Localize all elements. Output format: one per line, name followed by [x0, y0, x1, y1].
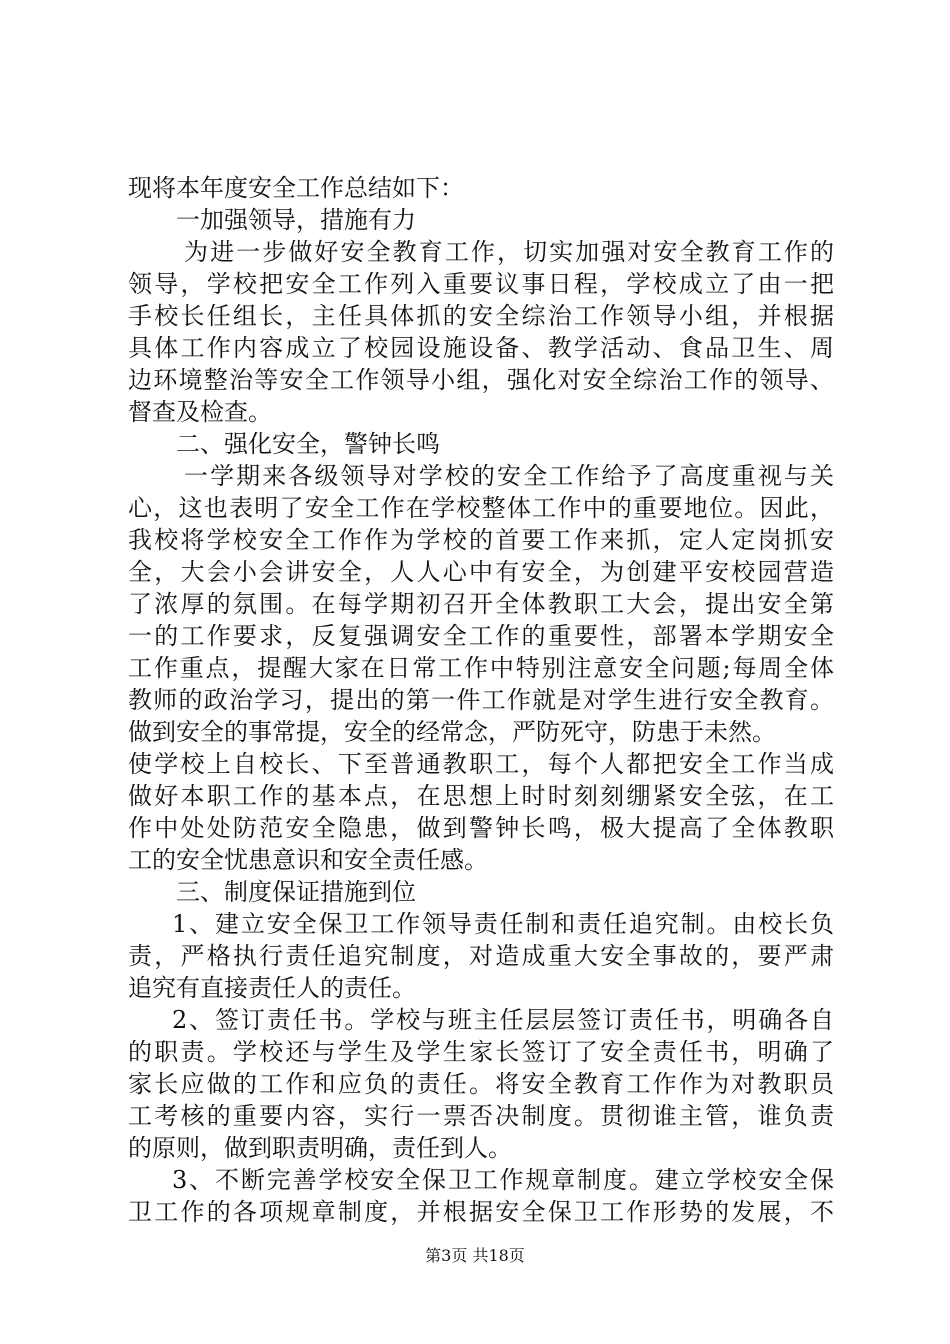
paragraph-line: 我校将学校安全工作作为学校的首要工作来抓，定人定岗抓安	[128, 526, 834, 554]
section-heading-1: 一加强领导，措施有力	[176, 206, 416, 234]
paragraph-line: 了浓厚的氛围。在每学期初召开全体教职工大会，提出安全第	[128, 590, 834, 618]
paragraph-line: 工考核的重要内容，实行一票否决制度。贯彻谁主管，谁负责	[128, 1102, 834, 1130]
paragraph-line: 工的安全忧患意识和安全责任感。	[128, 846, 488, 874]
paragraph-line: 的职责。学校还与学生及学生家长签订了安全责任书，明确了	[128, 1038, 834, 1066]
paragraph-line: 督查及检查。	[128, 398, 272, 426]
paragraph-line: 使学校上自校长、下至普通教职工，每个人都把安全工作当成	[128, 750, 834, 778]
page-number-footer: 第3页 共18页	[425, 1246, 525, 1265]
paragraph-line: 1、建立安全保卫工作领导责任制和责任追究制。由校长负	[172, 910, 834, 938]
paragraph-line: 具体工作内容成立了校园设施设备、教学活动、食品卫生、周	[128, 334, 834, 362]
paragraph-line: 卫工作的各项规章制度，并根据安全保卫工作形势的发展，不	[128, 1198, 834, 1226]
paragraph-line: 3、不断完善学校安全保卫工作规章制度。建立学校安全保	[172, 1166, 834, 1194]
paragraph-line: 为进一步做好安全教育工作，切实加强对安全教育工作的	[184, 238, 834, 266]
section-heading-3: 三、制度保证措施到位	[176, 878, 416, 906]
paragraph-line: 教师的政治学习，提出的第一件工作就是对学生进行安全教育。	[128, 686, 834, 714]
paragraph-line: 做到安全的事常提，安全的经常念，严防死守，防患于未然。	[128, 718, 776, 746]
paragraph-line: 的原则，做到职责明确，责任到人。	[128, 1134, 512, 1162]
paragraph-line: 一的工作要求，反复强调安全工作的重要性，部署本学期安全	[128, 622, 834, 650]
paragraph-line: 责，严格执行责任追究制度，对造成重大安全事故的，要严肃	[128, 942, 834, 970]
paragraph-line: 2、签订责任书。学校与班主任层层签订责任书，明确各自	[172, 1006, 834, 1034]
paragraph-line: 手校长任组长，主任具体抓的安全综治工作领导小组，并根据	[128, 302, 834, 330]
paragraph-line: 全，大会小会讲安全，人人心中有安全，为创建平安校园营造	[128, 558, 834, 586]
paragraph-line: 家长应做的工作和应负的责任。将安全教育工作作为对教职员	[128, 1070, 834, 1098]
paragraph-line: 追究有直接责任人的责任。	[128, 974, 416, 1002]
paragraph-line: 一学期来各级领导对学校的安全工作给予了高度重视与关	[184, 462, 834, 490]
paragraph-line: 边环境整治等安全工作领导小组，强化对安全综治工作的领导、	[128, 366, 834, 394]
section-heading-2: 二、强化安全，警钟长鸣	[176, 430, 440, 458]
paragraph-line: 工作重点，提醒大家在日常工作中特别注意安全问题;每周全体	[128, 654, 834, 682]
document-body	[128, 172, 834, 1228]
paragraph-line: 做好本职工作的基本点，在思想上时时刻刻绷紧安全弦，在工	[128, 782, 834, 810]
paragraph-line: 领导，学校把安全工作列入重要议事日程，学校成立了由一把	[128, 270, 834, 298]
paragraph-line: 作中处处防范安全隐患，做到警钟长鸣，极大提高了全体教职	[128, 814, 834, 842]
intro-line: 现将本年度安全工作总结如下：	[128, 174, 464, 202]
paragraph-line: 心，这也表明了安全工作在学校整体工作中的重要地位。因此，	[128, 494, 834, 522]
